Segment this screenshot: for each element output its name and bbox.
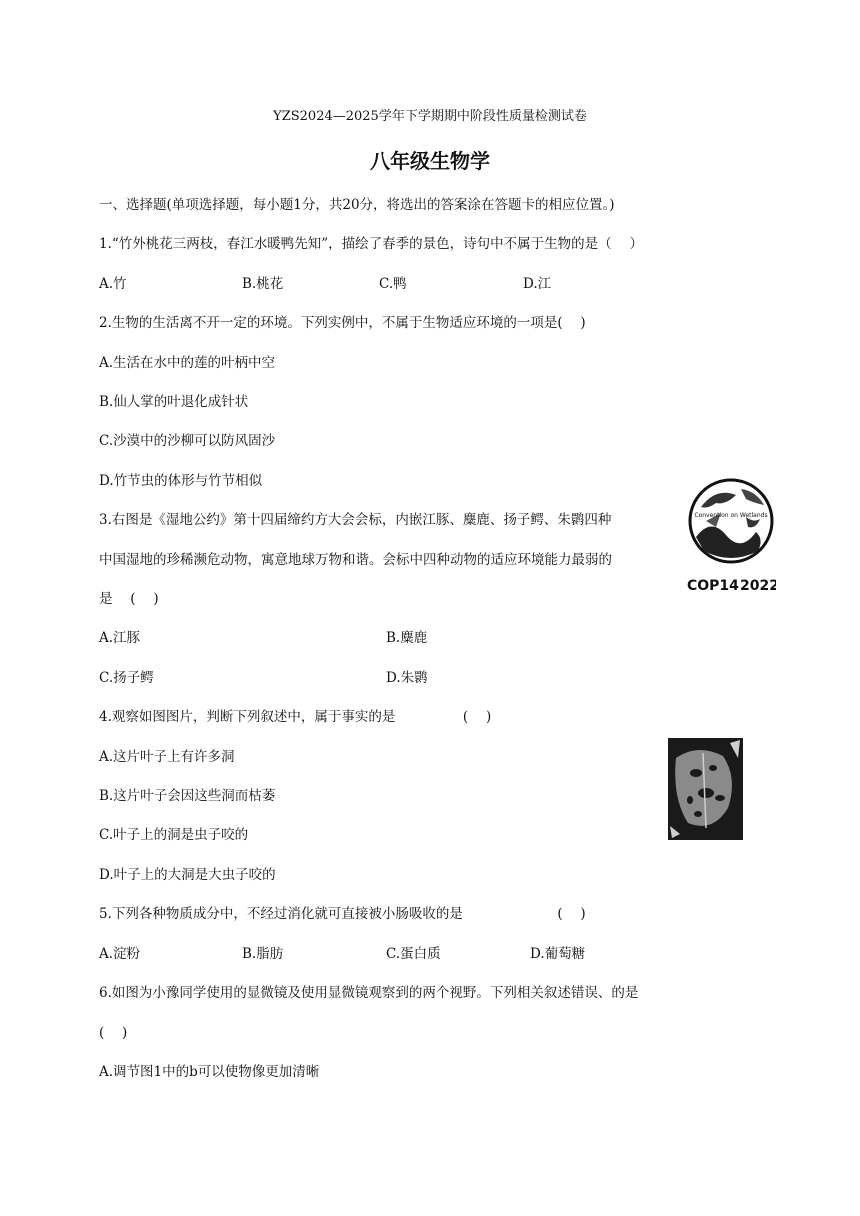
question-3-stem-line-1: 3.右图是《湿地公约》第十四届缔约方大会会标，内嵌江豚、麋鹿、扬子鳄、朱鹮四种 bbox=[99, 512, 612, 528]
q4-option-d: D.叶子上的大洞是大虫子咬的 bbox=[99, 867, 276, 883]
q3-option-c: C.扬子鳄 bbox=[99, 670, 154, 686]
question-6-stem-line-1: 6.如图为小豫同学使用的显微镜及使用显微镜观察到的两个视野。下列相关叙述错误、的是 bbox=[99, 985, 639, 1001]
logo-year-text: 2022 bbox=[740, 578, 776, 594]
q2-option-a: A.生活在水中的莲的叶柄中空 bbox=[99, 355, 276, 371]
exam-header: YZS2024—2025学年下学期期中阶段性质量检测试卷 bbox=[273, 109, 587, 124]
logo-inner-text: Convention on Wetlands bbox=[694, 512, 768, 519]
question-4-stem: 4.观察如图图片，判断下列叙述中，属于事实的是 ( ) bbox=[99, 709, 492, 725]
leaf-photo-graphic bbox=[668, 738, 743, 840]
q5-option-b: B.脂肪 bbox=[242, 946, 284, 962]
page-title: 八年级生物学 bbox=[370, 149, 490, 173]
q3-option-b: B.麋鹿 bbox=[386, 630, 428, 646]
q5-option-d: D.葡萄糖 bbox=[530, 946, 586, 962]
q3-option-a: A.江豚 bbox=[99, 630, 141, 646]
cop14-wetlands-logo bbox=[686, 477, 776, 595]
question-3-stem-line-3: 是 ( ) bbox=[99, 591, 159, 607]
q4-option-b: B.这片叶子会因这些洞而枯萎 bbox=[99, 788, 276, 804]
q1-option-b: B.桃花 bbox=[242, 276, 284, 292]
question-2-stem: 2.生物的生活离不开一定的环境。下列实例中，不属于生物适应环境的一项是( ) bbox=[99, 315, 586, 331]
logo-cop-text: COP14 bbox=[687, 578, 739, 594]
q3-option-d: D.朱鹮 bbox=[386, 670, 428, 686]
question-1-stem: 1.“竹外桃花三两枝，春江水暖鸭先知”，描绘了春季的景色，诗句中不属于生物的是（ ） bbox=[99, 236, 643, 252]
section-heading: 一、选择题(单项选择题，每小题1分，共20分，将选出的答案涂在答题卡的相应位置。) bbox=[99, 197, 615, 213]
q5-option-c: C.蛋白质 bbox=[386, 946, 441, 962]
q1-option-c: C.鸭 bbox=[379, 276, 407, 292]
question-6-stem-line-2: ( ) bbox=[99, 1025, 128, 1041]
cop14-logo-graphic bbox=[686, 477, 776, 595]
q2-option-c: C.沙漠中的沙柳可以防风固沙 bbox=[99, 433, 276, 449]
leaf-with-holes-image bbox=[668, 738, 743, 840]
q1-option-a: A.竹 bbox=[99, 276, 127, 292]
q5-option-a: A.淀粉 bbox=[99, 946, 141, 962]
q1-option-d: D.江 bbox=[523, 276, 552, 292]
q4-option-a: A.这片叶子上有许多洞 bbox=[99, 749, 235, 765]
q6-option-a: A.调节图1中的b可以使物像更加清晰 bbox=[99, 1064, 320, 1080]
question-3-stem-line-2: 中国湿地的珍稀濒危动物，寓意地球万物和谐。会标中四种动物的适应环境能力最弱的 bbox=[99, 552, 612, 568]
q2-option-d: D.竹节虫的体形与竹节相似 bbox=[99, 473, 263, 489]
q2-option-b: B.仙人掌的叶退化成针状 bbox=[99, 394, 249, 410]
question-5-stem: 5.下列各种物质成分中，不经过消化就可直接被小肠吸收的是 ( ) bbox=[99, 906, 586, 922]
q4-option-c: C.叶子上的洞是虫子咬的 bbox=[99, 827, 249, 843]
